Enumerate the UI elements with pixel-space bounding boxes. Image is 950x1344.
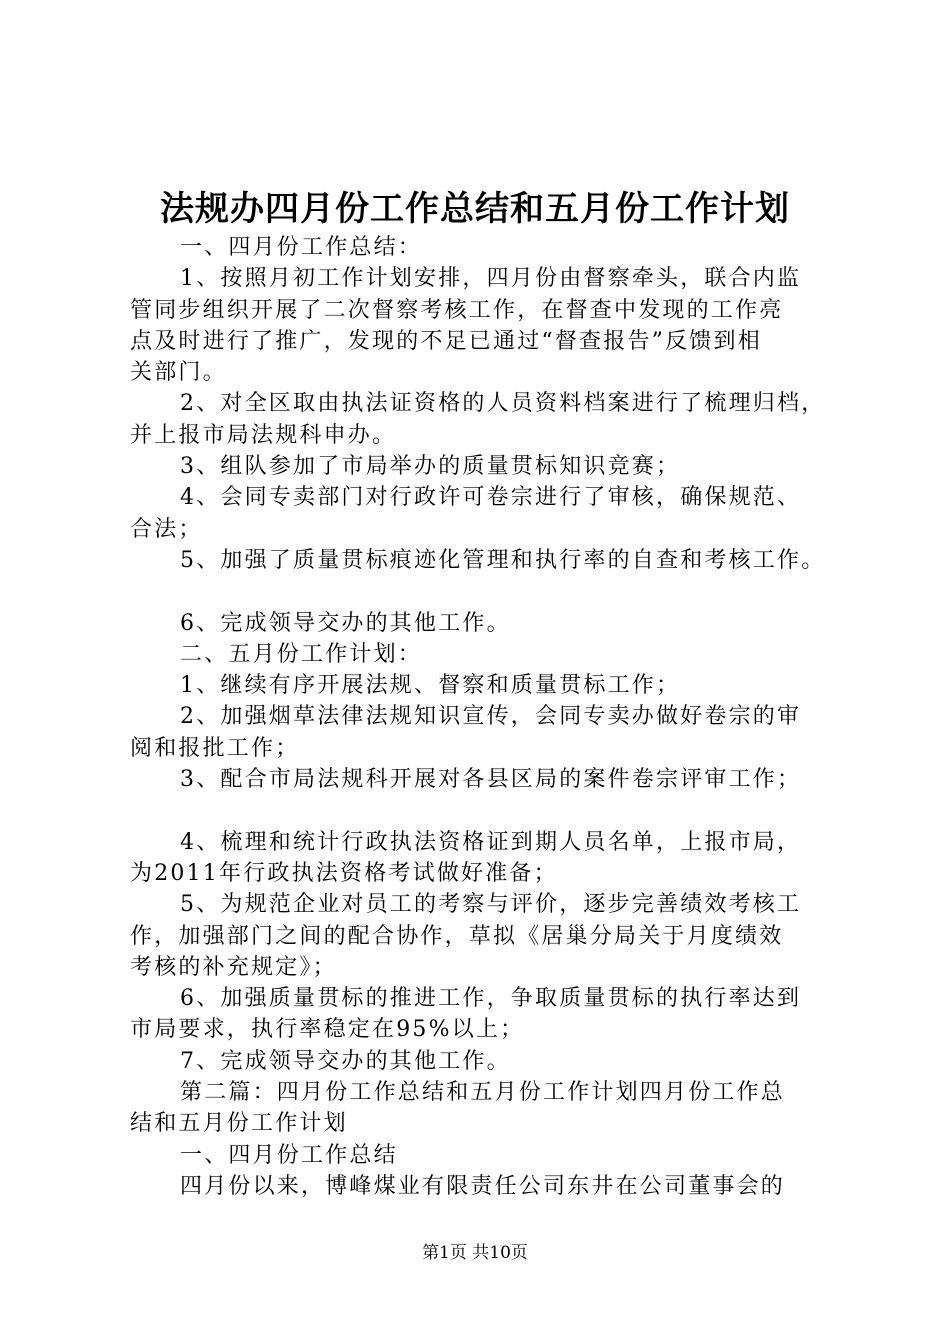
text-line: 结和五月份工作计划 bbox=[130, 1111, 348, 1137]
text-line: 二、五月份工作计划： bbox=[180, 641, 423, 667]
text-line: 4、会同专卖部门对行政许可卷宗进行了审核，确保规范、 bbox=[180, 485, 802, 511]
text-line: 关部门。 bbox=[130, 360, 227, 386]
text-line: 合法； bbox=[130, 516, 203, 542]
text-line: 考核的补充规定》； bbox=[130, 954, 337, 980]
text-line: 管同步组织开展了二次督察考核工作，在督查中发现的工作亮 bbox=[130, 297, 784, 323]
text-line: 并上报市局法规科申办。 bbox=[130, 422, 397, 448]
blank-line bbox=[130, 576, 850, 607]
text-line: 5、为规范企业对员工的考察与评价，逐步完善绩效考核工 bbox=[180, 892, 802, 918]
text-line: 2、加强烟草法律法规知识宣传，会同专卖办做好卷宗的审 bbox=[180, 704, 802, 730]
text-line: 四月份以来，博峰煤业有限责任公司东井在公司董事会的 bbox=[180, 1173, 786, 1199]
text-line: 1、按照月初工作计划安排，四月份由督察牵头，联合内监 bbox=[180, 266, 802, 292]
document-title: 法规办四月份工作总结和五月份工作计划 bbox=[160, 189, 790, 229]
blank-line bbox=[130, 795, 850, 826]
text-line: 3、配合市局法规科开展对各县区局的案件卷宗评审工作； bbox=[180, 767, 802, 793]
text-line: 点及时进行了推广，发现的不足已通过“督查报告”反馈到相 bbox=[130, 328, 762, 354]
text-line: 3、组队参加了市局举办的质量贯标知识竞赛； bbox=[180, 454, 681, 480]
text-line: 4、梳理和统计行政执法资格证到期人员名单，上报市局， bbox=[180, 829, 802, 855]
page-footer: 第1页 共10页 bbox=[422, 1243, 528, 1263]
text-line: 一、四月份工作总结 bbox=[180, 1142, 398, 1168]
text-line: 为2011年行政执法资格考试做好准备； bbox=[130, 860, 558, 886]
text-line: 1、继续有序开展法规、督察和质量贯标工作； bbox=[180, 673, 681, 699]
text-line: 第二篇：四月份工作总结和五月份工作计划四月份工作总 bbox=[180, 1080, 786, 1106]
text-line: 6、加强质量贯标的推进工作，争取质量贯标的执行率达到 bbox=[180, 986, 802, 1012]
text-line: 一、四月份工作总结： bbox=[180, 235, 423, 260]
text-line: 作，加强部门之间的配合协作，草拟《居巢分局关于月度绩效 bbox=[130, 923, 784, 949]
text-line: 6、完成领导交办的其他工作。 bbox=[180, 610, 511, 636]
document-body bbox=[130, 232, 850, 1202]
text-line: 7、完成领导交办的其他工作。 bbox=[180, 1048, 511, 1074]
text-line: 阅和报批工作； bbox=[130, 735, 300, 761]
text-line: 市局要求，执行率稳定在95%以上； bbox=[130, 1017, 525, 1043]
text-line: 5、加强了质量贯标痕迹化管理和执行率的自查和考核工作。 bbox=[180, 547, 826, 573]
text-line: 2、对全区取由执法证资格的人员资料档案进行了梳理归档， bbox=[180, 391, 826, 417]
